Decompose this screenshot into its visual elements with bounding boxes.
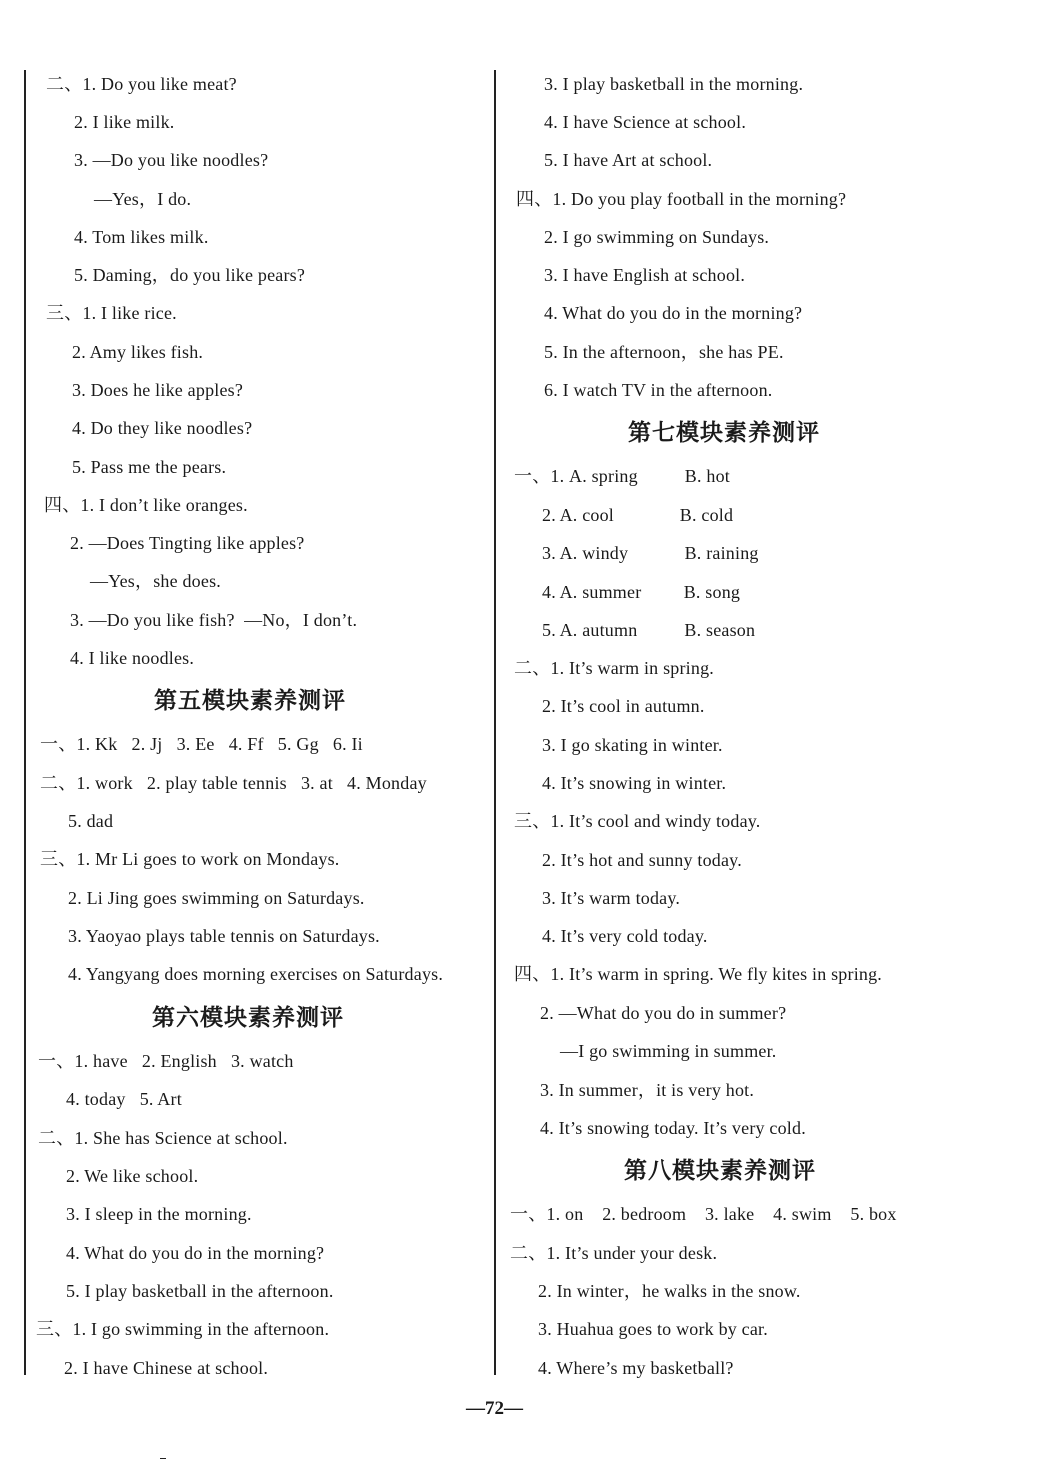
answer-line: 5. In the afternoon，she has PE. bbox=[544, 342, 784, 362]
answer-line: 2. —What do you do in summer? bbox=[540, 1003, 787, 1023]
answer-line: 4. It’s very cold today. bbox=[542, 926, 708, 946]
section-heading: 第七模块素养测评 bbox=[628, 420, 820, 446]
answer-line: 5. I play basketball in the afternoon. bbox=[66, 1281, 334, 1301]
answer-line: 2. We like school. bbox=[66, 1166, 199, 1186]
answer-line: 3. I have English at school. bbox=[544, 265, 746, 285]
answer-line: 4. Yangyang does morning exercises on Saturdays. bbox=[68, 964, 444, 984]
answer-line: 2. —Does Tingting like apples? bbox=[70, 533, 305, 553]
answer-line: 三、1. I like rice. bbox=[46, 303, 177, 323]
page-number: —72— bbox=[466, 1398, 523, 1419]
answer-line: 2. I go swimming on Sundays. bbox=[544, 227, 770, 247]
answer-line: 三、1. Mr Li goes to work on Mondays. bbox=[40, 849, 340, 869]
answer-line: 2. A. cool B. cold bbox=[542, 505, 734, 525]
answer-line: 三、1. It’s cool and windy today. bbox=[514, 811, 761, 831]
answer-line: 二、1. work 2. play table tennis 3. at 4. Monday bbox=[40, 773, 427, 793]
answer-line: 二、1. She has Science at school. bbox=[38, 1128, 288, 1148]
answer-line: 2. In winter，he walks in the snow. bbox=[538, 1281, 801, 1301]
section-heading: 第五模块素养测评 bbox=[154, 688, 346, 714]
answer-line: 4. Tom likes milk. bbox=[74, 227, 209, 247]
answer-line: 4. Do they like noodles? bbox=[72, 418, 253, 438]
answer-line: 4. today 5. Art bbox=[66, 1089, 182, 1109]
answer-line: 二、1. It’s under your desk. bbox=[510, 1243, 718, 1263]
answer-line: 3. —Do you like fish? —No，I don’t. bbox=[70, 610, 358, 630]
answer-line: 3. Does he like apples? bbox=[72, 380, 244, 400]
answer-line: —I go swimming in summer. bbox=[560, 1041, 777, 1061]
answer-line: 5. dad bbox=[68, 811, 114, 831]
section-heading: 第六模块素养测评 bbox=[152, 1005, 344, 1031]
answer-line: 3. It’s warm today. bbox=[542, 888, 681, 908]
answer-line: 3. Huahua goes to work by car. bbox=[538, 1319, 768, 1339]
answer-line: 二、1. Do you like meat? bbox=[46, 74, 237, 94]
answer-line: —Yes，she does. bbox=[90, 571, 221, 591]
answer-line: 四、1. Do you play football in the morning? bbox=[516, 189, 847, 209]
answer-line: 四、1. It’s warm in spring. We fly kites in spring. bbox=[514, 964, 882, 984]
answer-line: 3. I sleep in the morning. bbox=[66, 1204, 252, 1224]
answer-line: 一、1. have 2. English 3. watch bbox=[38, 1051, 294, 1071]
answer-line: 4. What do you do in the morning? bbox=[66, 1243, 325, 1263]
answer-line: 2. I have Chinese at school. bbox=[64, 1358, 269, 1378]
answer-line: 3. In summer，it is very hot. bbox=[540, 1080, 755, 1100]
answer-line: 4. I have Science at school. bbox=[544, 112, 747, 132]
column-divider bbox=[494, 70, 496, 1375]
stray-mark bbox=[160, 1458, 166, 1459]
answer-line: 三、1. I go swimming in the afternoon. bbox=[36, 1319, 330, 1339]
answer-line: 四、1. I don’t like oranges. bbox=[44, 495, 248, 515]
answer-line: 4. What do you do in the morning? bbox=[544, 303, 803, 323]
answer-line: 3. A. windy B. raining bbox=[542, 543, 759, 563]
answer-line: 2. It’s hot and sunny today. bbox=[542, 850, 742, 870]
answer-line: 3. Yaoyao plays table tennis on Saturdays. bbox=[68, 926, 380, 946]
answer-line: 4. It’s snowing in winter. bbox=[542, 773, 727, 793]
answer-line: 6. I watch TV in the afternoon. bbox=[544, 380, 773, 400]
answer-line: 一、1. Kk 2. Jj 3. Ee 4. Ff 5. Gg 6. Ii bbox=[40, 734, 363, 754]
answer-line: 4. It’s snowing today. It’s very cold. bbox=[540, 1118, 806, 1138]
left-margin-rule bbox=[24, 70, 26, 1375]
section-heading: 第八模块素养测评 bbox=[624, 1158, 816, 1184]
answer-line: 5. A. autumn B. season bbox=[542, 620, 756, 640]
answer-line: 5. Pass me the pears. bbox=[72, 457, 227, 477]
answer-line: 一、1. A. spring B. hot bbox=[514, 466, 731, 486]
answer-line: 3. —Do you like noodles? bbox=[74, 150, 269, 170]
answer-line: —Yes，I do. bbox=[94, 189, 192, 209]
answer-line: 一、1. on 2. bedroom 3. lake 4. swim 5. box bbox=[510, 1204, 897, 1224]
answer-line: 3. I play basketball in the morning. bbox=[544, 74, 804, 94]
answer-line: 5. I have Art at school. bbox=[544, 150, 713, 170]
answer-line: 4. I like noodles. bbox=[70, 648, 195, 668]
answer-line: 2. Li Jing goes swimming on Saturdays. bbox=[68, 888, 365, 908]
answer-line: 4. Where’s my basketball? bbox=[538, 1358, 734, 1378]
answer-line: 二、1. It’s warm in spring. bbox=[514, 658, 714, 678]
answer-line: 5. Daming，do you like pears? bbox=[74, 265, 306, 285]
answer-line: 3. I go skating in winter. bbox=[542, 735, 723, 755]
answer-line: 2. It’s cool in autumn. bbox=[542, 696, 705, 716]
answer-line: 2. Amy likes fish. bbox=[72, 342, 204, 362]
answer-line: 4. A. summer B. song bbox=[542, 582, 741, 602]
answer-line: 2. I like milk. bbox=[74, 112, 175, 132]
